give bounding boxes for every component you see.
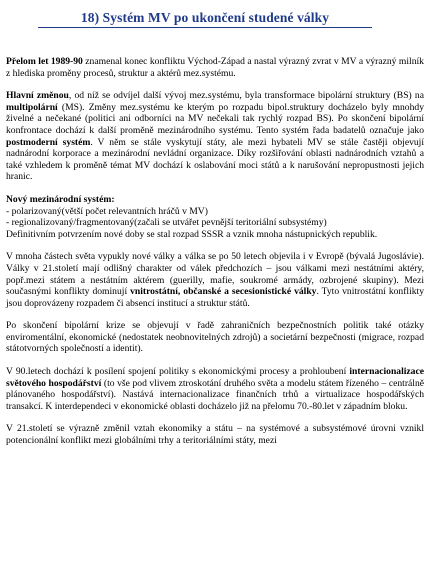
bold-term: multipolární <box>6 101 58 113</box>
text-run: V mnoha částech světa vypukly nové války a válka se po 50 letech objevila i v Evropě (bývalá Jugoslávie). Války v 21.století mají odlišný charakter od válek předchozích – jsou válkami mezi nestátními aktéry, popř.mezi státem a nestátním aktérem (guerilly, mafie, soukromé armády, ozbrojené skupiny). Mezi současnými konflikty dominují <box>6 251 424 298</box>
paragraph-3 <box>6 194 424 240</box>
heading-block <box>30 9 380 28</box>
paragraph-4 <box>6 251 424 309</box>
bold-term: postmoderní systém <box>6 136 91 148</box>
text-run: , od níž se odvíjel další vývoj mez.systému, byla transformace bipolární struktury (BS) na <box>68 90 424 102</box>
paragraph-5: Po skončení bipolární krize se objevují v řadě zahraničních bezpečnostních politik také otázky enviromentální, ekonomické (nedostatek neobnovitelných zdrojů) a societární bezpečnosti (migrace, rozpad státotvorných společností a identit). <box>6 320 424 355</box>
paragraph-2 <box>6 90 424 183</box>
bold-term: vnitrostátní, občanské a secesionistické války <box>130 286 317 298</box>
text-run: (to vše pod vlivem ztroskotání druhého světa a modelu státem řízeného – centrálně plánovaného hospodářství). Nastává internacionalizace finančních trhů a virtualizace hospodářských transakcí. K interdependeci v ekonomické oblasti docházelo již na přelomu 70.-80.let v západním bloku. <box>6 377 424 412</box>
text-run: (MS). Změny mez.systému ke kterým po rozpadu bipol.struktury docházelo byly mnohdy živelné a nečekané (politici ani odborníci na MV nečekali tak rychlý rozpad BS). Po skončení bipolární konfrontace dochází k další proměně mezinárodního systému. Tento systém řada badatelů označuje jako <box>6 101 424 136</box>
document-body <box>6 56 424 458</box>
list-note: Definitivním potvrzením nové doby se stal rozpad SSSR a vznik mnoha nástupnických republik. <box>6 228 378 240</box>
paragraph-7: V 21.století se výrazně změnil vztah ekonomiky a státu – na systémové a subsystémové úrovni vznikl potencionální konflikt mezi globálními trhy a teritoriálními státy, mezi <box>6 423 424 447</box>
text-run: znamenal konec konfliktu Východ-Západ a nastal výrazný zvrat v MV a výrazný milník z hlediska proměny procesů, struktur a aktérů mez.systému. <box>6 56 424 79</box>
list-item: - regionalizovaný/fragmentovaný(začali se utvářet pevnější teritoriální subsystémy) <box>6 217 327 229</box>
page-title: 18) Systém MV po ukončení studené války <box>80 10 330 25</box>
paragraph-6 <box>6 366 424 412</box>
title-underline <box>38 27 372 28</box>
bold-term: Hlavní změnou <box>6 90 69 102</box>
list-heading <box>6 194 424 206</box>
text-run: V 90.letech dochází k posílení spojení politiky s ekonomickými procesy a prohloubení <box>6 366 350 378</box>
list-item: - polarizovaný(větší počet relevantních hráčů v MV) <box>6 205 208 217</box>
paragraph-1 <box>6 56 424 79</box>
text-run: . Tyto vnitrostátní konflikty jsou doprovázeny rozpadem či absencí institucí a struktur států. <box>6 286 424 309</box>
bold-term: Přelom let 1989-90 <box>6 56 83 67</box>
bold-term: Nový mezinárodní systém: <box>6 193 115 205</box>
bold-term: internacionalizace světového hospodářství <box>6 366 424 389</box>
text-run: . V něm se stále vyskytují státy, ale mezi hybateli MV se stále častěji objevují nadnárodní korporace a mezinárodní nevládní organizace. Díky rozšiřování oblasti nadnárodních vztahů a také vzhledem k proměně témat MV dochází k oslabování moci států a k narušování nepropustnosti jejich hranic. <box>6 136 424 183</box>
